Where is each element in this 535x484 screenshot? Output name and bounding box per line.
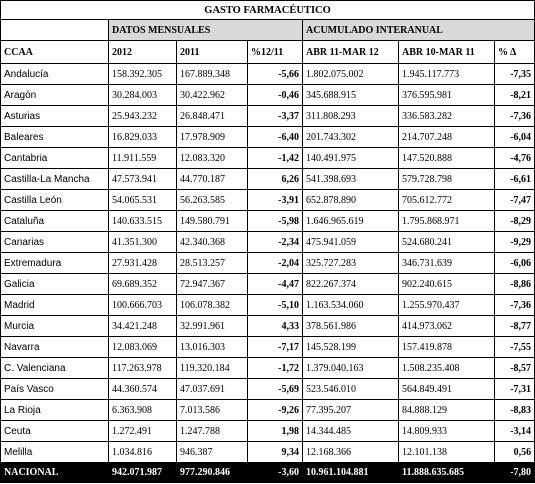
value-2011: 7.013.586: [177, 400, 248, 421]
pct-month: 4,33: [248, 316, 303, 337]
pct-cum: -7,36: [495, 106, 535, 127]
value-2012: 47.573.941: [109, 169, 177, 190]
value-2012: 34.421.248: [109, 316, 177, 337]
cum-new: 201.743.302: [303, 127, 399, 148]
pct-month: -2,04: [248, 253, 303, 274]
region-name: Cantabria: [1, 148, 109, 169]
table-body: [1, 64, 535, 483]
pct-month: -1,72: [248, 358, 303, 379]
value-2011: 47.037.691: [177, 379, 248, 400]
group-header-row: [1, 20, 535, 41]
cum-old: 1.945.117.773: [399, 64, 495, 85]
value-2011: 42.340.368: [177, 232, 248, 253]
table-title: GASTO FARMACÉUTICO: [1, 1, 535, 20]
cum-new: 12.168.366: [303, 442, 399, 463]
cum-new: 140.491.975: [303, 148, 399, 169]
column-header-ccaa: CCAA: [1, 41, 109, 64]
table-row: [1, 442, 535, 463]
table-row: [1, 295, 535, 316]
pct-month: 9,34: [248, 442, 303, 463]
table-row: [1, 253, 535, 274]
cum-new: 14.344.485: [303, 421, 399, 442]
region-name: Extremadura: [1, 253, 109, 274]
value-2012: 44.360.574: [109, 379, 177, 400]
cum-old: 705.612.772: [399, 190, 495, 211]
value-2011: 56.263.585: [177, 190, 248, 211]
region-name: País Vasco: [1, 379, 109, 400]
pct-month: -7,17: [248, 337, 303, 358]
column-header-abr10-mar11: ABR 10-MAR 11: [399, 41, 495, 64]
value-2011: 12.083.320: [177, 148, 248, 169]
pct-month: -2,34: [248, 232, 303, 253]
value-2012: 54.065.531: [109, 190, 177, 211]
value-2012: 41.351.300: [109, 232, 177, 253]
value-2011: 26.848.471: [177, 106, 248, 127]
table-row: [1, 169, 535, 190]
pct-month: -5,69: [248, 379, 303, 400]
table-row: [1, 127, 535, 148]
table-row: [1, 106, 535, 127]
cum-new: 822.267.374: [303, 274, 399, 295]
value-2011: 119.320.184: [177, 358, 248, 379]
value-2011: 17.978.909: [177, 127, 248, 148]
value-2011: 72.947.367: [177, 274, 248, 295]
column-header-2012: 2012: [109, 41, 177, 64]
value-2012: 158.392.305: [109, 64, 177, 85]
region-name: Navarra: [1, 337, 109, 358]
pct-month: -6,40: [248, 127, 303, 148]
pct-cum: -4,76: [495, 148, 535, 169]
pct-cum: -7,47: [495, 190, 535, 211]
region-name: Castilla-La Mancha: [1, 169, 109, 190]
value-2011: 946.387: [177, 442, 248, 463]
cum-old: 346.731.639: [399, 253, 495, 274]
table-row: [1, 85, 535, 106]
value-2011: 28.513.257: [177, 253, 248, 274]
pct-month: -3,37: [248, 106, 303, 127]
total-cum-new: 10.961.104.881: [303, 463, 399, 483]
pct-cum: -8,21: [495, 85, 535, 106]
cum-old: 579.728.798: [399, 169, 495, 190]
pct-cum: -8,86: [495, 274, 535, 295]
cum-new: 378.561.986: [303, 316, 399, 337]
cum-old: 1.795.868.971: [399, 211, 495, 232]
cum-old: 147.520.888: [399, 148, 495, 169]
cum-old: 524.680.241: [399, 232, 495, 253]
region-name: Aragón: [1, 85, 109, 106]
total-region-name: NACIONAL: [1, 463, 109, 483]
pct-cum: -8,83: [495, 400, 535, 421]
total-row: [1, 463, 535, 483]
total-pct-month: -3,60: [248, 463, 303, 483]
value-2012: 69.689.352: [109, 274, 177, 295]
cum-new: 541.398.693: [303, 169, 399, 190]
pct-month: -0,46: [248, 85, 303, 106]
group-header-monthly: DATOS MENSUALES: [109, 20, 303, 41]
table-row: [1, 148, 535, 169]
pct-month: -5,98: [248, 211, 303, 232]
cum-new: 523.546.010: [303, 379, 399, 400]
region-name: Ceuta: [1, 421, 109, 442]
pct-cum: -3,14: [495, 421, 535, 442]
cum-new: 311.808.293: [303, 106, 399, 127]
value-2012: 100.666.703: [109, 295, 177, 316]
total-pct-cum: -7,80: [495, 463, 535, 483]
pct-month: -5,10: [248, 295, 303, 316]
total-value-2012: 942.071.987: [109, 463, 177, 483]
pct-cum: -7,36: [495, 295, 535, 316]
table-row: [1, 337, 535, 358]
cum-new: 325.727.283: [303, 253, 399, 274]
cum-old: 1.508.235.408: [399, 358, 495, 379]
table-row: [1, 379, 535, 400]
pct-cum: 0,56: [495, 442, 535, 463]
cum-old: 14.809.933: [399, 421, 495, 442]
region-name: Asturias: [1, 106, 109, 127]
value-2012: 117.263.978: [109, 358, 177, 379]
cum-new: 1.802.075.002: [303, 64, 399, 85]
pct-cum: -8,29: [495, 211, 535, 232]
column-header-abr11-mar12: ABR 11-MAR 12: [303, 41, 399, 64]
pct-cum: -7,31: [495, 379, 535, 400]
value-2011: 30.422.962: [177, 85, 248, 106]
region-name: La Rioja: [1, 400, 109, 421]
cum-old: 214.707.248: [399, 127, 495, 148]
pct-cum: -6,61: [495, 169, 535, 190]
value-2011: 13.016.303: [177, 337, 248, 358]
cum-old: 84.888.129: [399, 400, 495, 421]
value-2012: 16.829.033: [109, 127, 177, 148]
region-name: Andalucía: [1, 64, 109, 85]
cum-old: 157.419.878: [399, 337, 495, 358]
cum-new: 1.646.965.619: [303, 211, 399, 232]
value-2011: 32.991.961: [177, 316, 248, 337]
pct-cum: -7,35: [495, 64, 535, 85]
value-2011: 167.889.348: [177, 64, 248, 85]
column-header-row: [1, 41, 535, 64]
cum-old: 376.595.981: [399, 85, 495, 106]
pct-cum: -6,06: [495, 253, 535, 274]
table-row: [1, 400, 535, 421]
region-name: C. Valenciana: [1, 358, 109, 379]
region-name: Canarias: [1, 232, 109, 253]
total-cum-old: 11.888.635.685: [399, 463, 495, 483]
table-row: [1, 316, 535, 337]
total-value-2011: 977.290.846: [177, 463, 248, 483]
value-2012: 12.083.069: [109, 337, 177, 358]
value-2012: 6.363.908: [109, 400, 177, 421]
pct-month: -4,47: [248, 274, 303, 295]
group-header-blank: [1, 20, 109, 41]
value-2012: 30.284.003: [109, 85, 177, 106]
region-name: Galicia: [1, 274, 109, 295]
value-2012: 11.911.559: [109, 148, 177, 169]
cum-new: 345.688.915: [303, 85, 399, 106]
value-2011: 1.247.788: [177, 421, 248, 442]
region-name: Madrid: [1, 295, 109, 316]
pct-month: -9,26: [248, 400, 303, 421]
cum-new: 652.878.890: [303, 190, 399, 211]
cum-new: 77.395.207: [303, 400, 399, 421]
pct-month: 6,26: [248, 169, 303, 190]
table-row: [1, 421, 535, 442]
region-name: Murcia: [1, 316, 109, 337]
cum-new: 1.379.040.163: [303, 358, 399, 379]
value-2011: 44.770.187: [177, 169, 248, 190]
table-row: [1, 232, 535, 253]
group-header-cumulative: ACUMULADO INTERANUAL: [303, 20, 535, 41]
region-name: Melilla: [1, 442, 109, 463]
cum-old: 902.240.615: [399, 274, 495, 295]
table-row: [1, 211, 535, 232]
region-name: Baleares: [1, 127, 109, 148]
pct-month: -5,66: [248, 64, 303, 85]
cum-new: 475.941.059: [303, 232, 399, 253]
column-header-2011: 2011: [177, 41, 248, 64]
value-2012: 27.931.428: [109, 253, 177, 274]
value-2012: 25.943.232: [109, 106, 177, 127]
region-name: Castilla León: [1, 190, 109, 211]
pct-month: -1,42: [248, 148, 303, 169]
table-row: [1, 358, 535, 379]
pct-month: -3,91: [248, 190, 303, 211]
cum-old: 414.973.062: [399, 316, 495, 337]
cum-old: 1.255.970.437: [399, 295, 495, 316]
column-header-pct-cum: % Δ: [495, 41, 535, 64]
value-2012: 1.272.491: [109, 421, 177, 442]
value-2011: 106.078.382: [177, 295, 248, 316]
pct-cum: -6,04: [495, 127, 535, 148]
table-row: [1, 274, 535, 295]
column-header-pct-month: %12/11: [248, 41, 303, 64]
pct-month: 1,98: [248, 421, 303, 442]
pct-cum: -7,55: [495, 337, 535, 358]
value-2012: 1.034.816: [109, 442, 177, 463]
cum-old: 12.101.138: [399, 442, 495, 463]
cum-new: 145.528.199: [303, 337, 399, 358]
table-row: [1, 64, 535, 85]
pct-cum: -9,29: [495, 232, 535, 253]
value-2011: 149.580.791: [177, 211, 248, 232]
table-row: [1, 190, 535, 211]
pct-cum: -8,77: [495, 316, 535, 337]
cum-old: 336.583.282: [399, 106, 495, 127]
pct-cum: -8,57: [495, 358, 535, 379]
cum-old: 564.849.491: [399, 379, 495, 400]
cum-new: 1.163.534.060: [303, 295, 399, 316]
value-2012: 140.633.515: [109, 211, 177, 232]
region-name: Cataluña: [1, 211, 109, 232]
title-row: [1, 1, 535, 20]
